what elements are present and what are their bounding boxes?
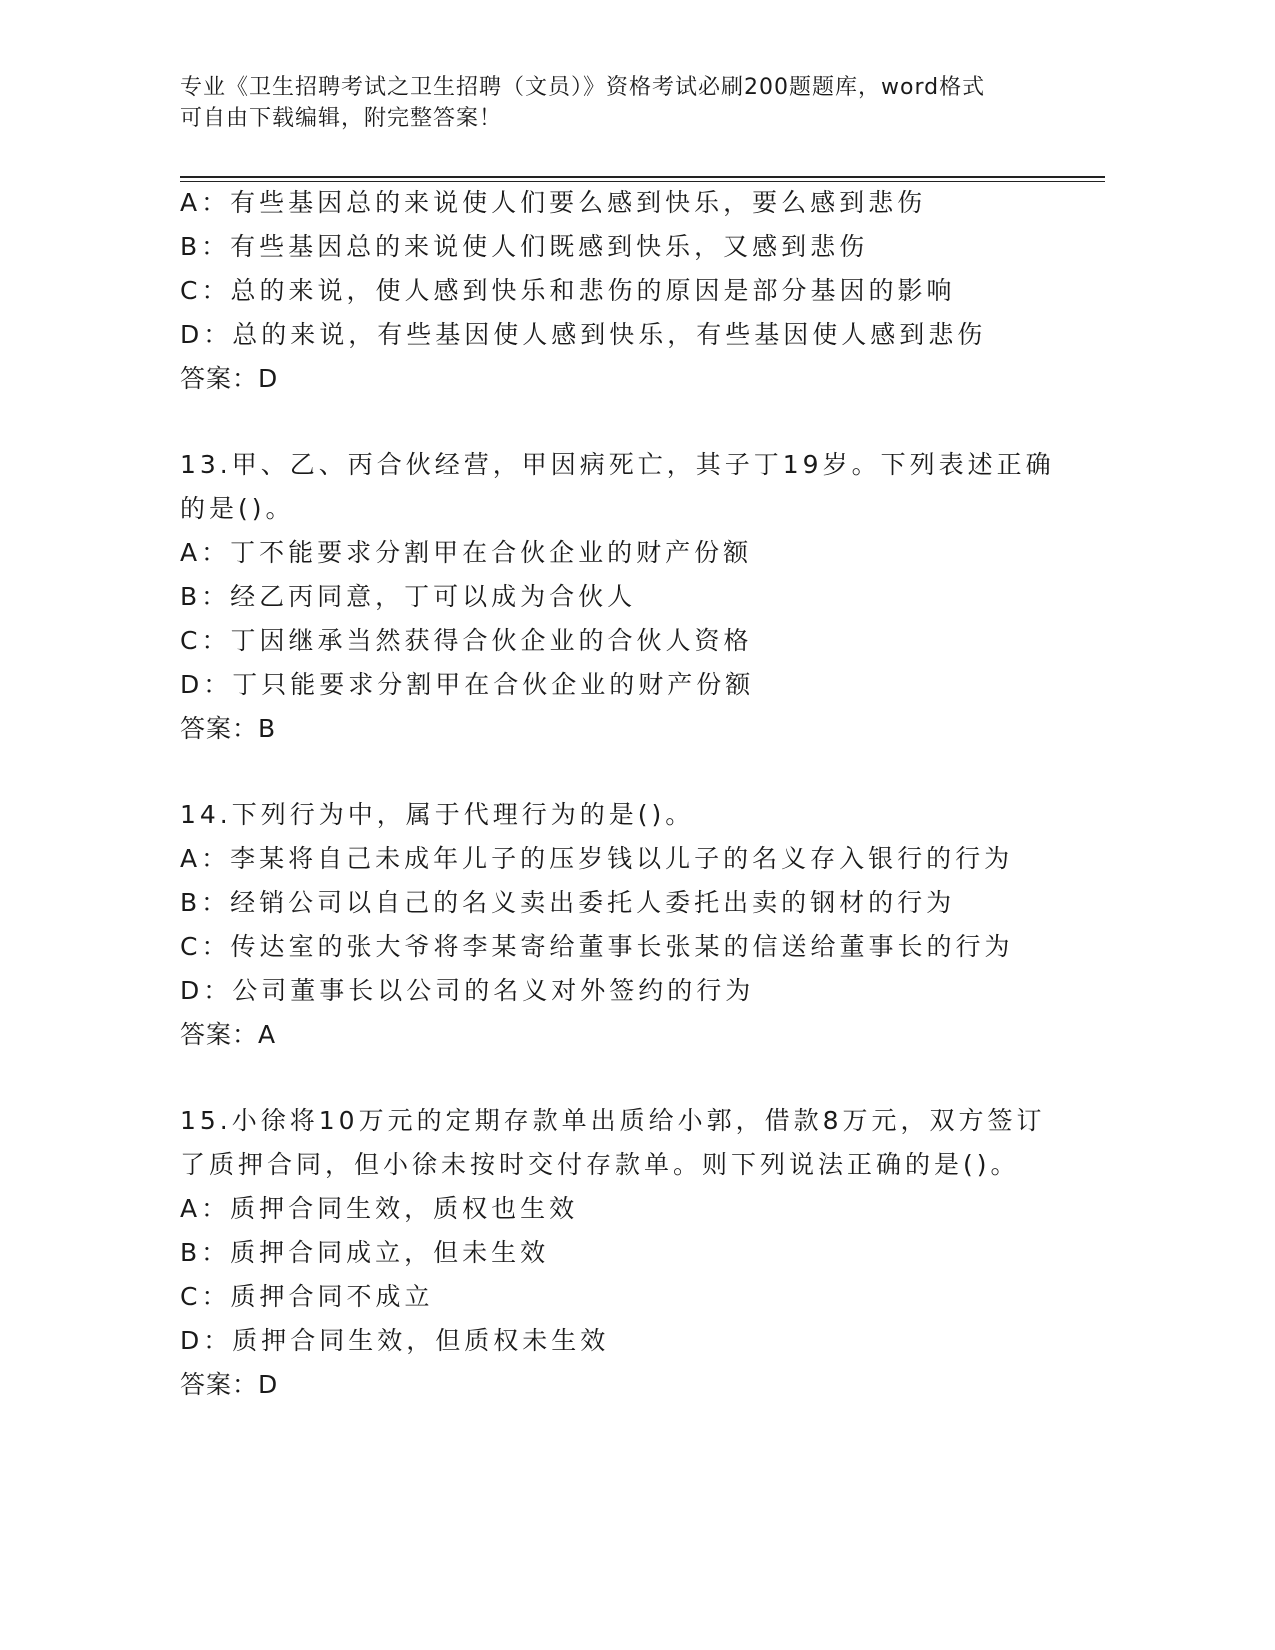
question-stem-line: 了质押合同，但小徐未按时交付存款单。则下列说法正确的是()。 xyxy=(180,1150,1020,1179)
question-13 xyxy=(180,443,1100,751)
option-b: B：质押合同成立，但未生效 xyxy=(180,1238,550,1267)
option-b: B：有些基因总的来说使人们既感到快乐，又感到悲伤 xyxy=(180,232,869,261)
document-header xyxy=(180,72,1080,134)
answer-line: 答案：D xyxy=(180,364,279,393)
option-b: B：经乙丙同意，丁可以成为合伙人 xyxy=(180,582,637,611)
option-c: C：传达室的张大爷将李某寄给董事长张某的信送给董事长的行为 xyxy=(180,932,1014,961)
option-d: D：公司董事长以公司的名义对外签约的行为 xyxy=(180,976,755,1005)
option-d: D：总的来说，有些基因使人感到快乐，有些基因使人感到悲伤 xyxy=(180,320,987,349)
option-c: C：总的来说，使人感到快乐和悲伤的原因是部分基因的影响 xyxy=(180,276,956,305)
header-title-line-1: 专业《卫生招聘考试之卫生招聘（文员）》资格考试必刷200题题库，word格式 xyxy=(180,75,986,100)
option-b: B：经销公司以自己的名义卖出委托人委托出卖的钢材的行为 xyxy=(180,888,956,917)
question-14 xyxy=(180,793,1100,1057)
question-stem-line: 14.下列行为中，属于代理行为的是()。 xyxy=(180,800,695,829)
option-a: A：丁不能要求分割甲在合伙企业的财产份额 xyxy=(180,538,753,567)
question-stem-line: 15.小徐将10万元的定期存款单出质给小郭，借款8万元，双方签订 xyxy=(180,1106,1046,1135)
question-list xyxy=(180,181,1100,1407)
answer-line: 答案：B xyxy=(180,714,277,743)
option-a: A：李某将自己未成年儿子的压岁钱以儿子的名义存入银行的行为 xyxy=(180,844,1014,873)
answer-line: 答案：D xyxy=(180,1370,279,1399)
option-c: C：质押合同不成立 xyxy=(180,1282,434,1311)
header-title-line-2: 可自由下载编辑，附完整答案！ xyxy=(180,106,503,131)
option-d: D：质押合同生效，但质权未生效 xyxy=(180,1326,610,1355)
question-stem-line: 的是()。 xyxy=(180,494,295,523)
option-a: A：质押合同生效，质权也生效 xyxy=(180,1194,579,1223)
option-c: C：丁因继承当然获得合伙企业的合伙人资格 xyxy=(180,626,753,655)
question-stem-line: 13.甲、乙、丙合伙经营，甲因病死亡，其子丁19岁。下列表述正确 xyxy=(180,450,1055,479)
answer-line: 答案：A xyxy=(180,1020,277,1049)
option-a: A：有些基因总的来说使人们要么感到快乐，要么感到悲伤 xyxy=(180,188,927,217)
option-d: D：丁只能要求分割甲在合伙企业的财产份额 xyxy=(180,670,755,699)
question-12 xyxy=(180,181,1100,401)
question-15 xyxy=(180,1099,1100,1407)
